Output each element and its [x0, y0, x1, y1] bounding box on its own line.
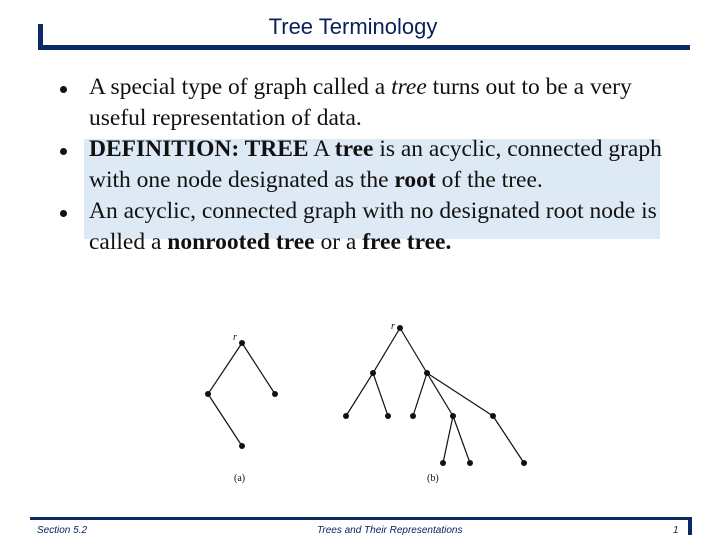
tree-node — [205, 391, 211, 397]
tree-b-root-label: r — [391, 321, 395, 332]
tree-figure — [195, 318, 545, 498]
tree-edge — [373, 373, 388, 416]
bullet-dot-icon — [60, 210, 67, 217]
footer-topic: Trees and Their Representations — [317, 525, 463, 536]
tree-edge — [373, 328, 400, 373]
tree-node — [239, 340, 245, 346]
tree-edge — [346, 373, 373, 416]
bullet-text: An acyclic, connected graph with no designated root node is called a nonrooted tree or a free tree. — [89, 198, 657, 255]
tree-a-root-label: r — [233, 332, 237, 343]
footer-rule-tick — [688, 517, 692, 535]
bullet-text: A special type of graph called a tree turns out to be a very useful representation of data. — [89, 74, 632, 131]
tree-edge — [443, 416, 453, 463]
footer-page-number: 1 — [673, 525, 679, 536]
footer-section: Section 5.2 — [37, 525, 88, 536]
tree-b — [346, 328, 524, 463]
tree-edge — [427, 373, 453, 416]
footer-rule — [30, 517, 690, 520]
tree-node — [424, 370, 430, 376]
bullet-item — [60, 72, 670, 134]
bullet-dot-icon — [60, 86, 67, 93]
tree-node — [370, 370, 376, 376]
tree-a-nodes — [205, 340, 278, 449]
tree-node — [521, 460, 527, 466]
tree-node — [467, 460, 473, 466]
tree-edge — [427, 373, 493, 416]
tree-diagrams — [195, 318, 545, 493]
tree-edge — [242, 343, 275, 394]
tree-node — [343, 413, 349, 419]
tree-node — [385, 413, 391, 419]
tree-node — [490, 413, 496, 419]
tree-edge — [413, 373, 427, 416]
title-rule — [42, 45, 690, 50]
slide-title: Tree Terminology — [268, 14, 438, 39]
tree-node — [272, 391, 278, 397]
bullet-dot-icon — [60, 148, 67, 155]
tree-node — [440, 460, 446, 466]
tree-a — [208, 343, 275, 446]
tree-node — [239, 443, 245, 449]
bullet-text: DEFINITION: TREE A tree is an acyclic, connected graph with one node designated as the root of the tree. — [89, 136, 662, 193]
bullet-list — [60, 72, 670, 258]
tree-edge — [208, 394, 242, 446]
tree-edge — [400, 328, 427, 373]
bullet-item — [60, 196, 670, 258]
tree-edge — [208, 343, 242, 394]
tree-edge — [453, 416, 470, 463]
tree-a-caption: (a) — [234, 473, 246, 484]
bullet-item — [60, 134, 670, 196]
tree-b-caption: (b) — [427, 473, 439, 484]
tree-b-nodes — [343, 325, 527, 466]
tree-edge — [493, 416, 524, 463]
tree-node — [410, 413, 416, 419]
tree-node — [450, 413, 456, 419]
tree-node — [397, 325, 403, 331]
